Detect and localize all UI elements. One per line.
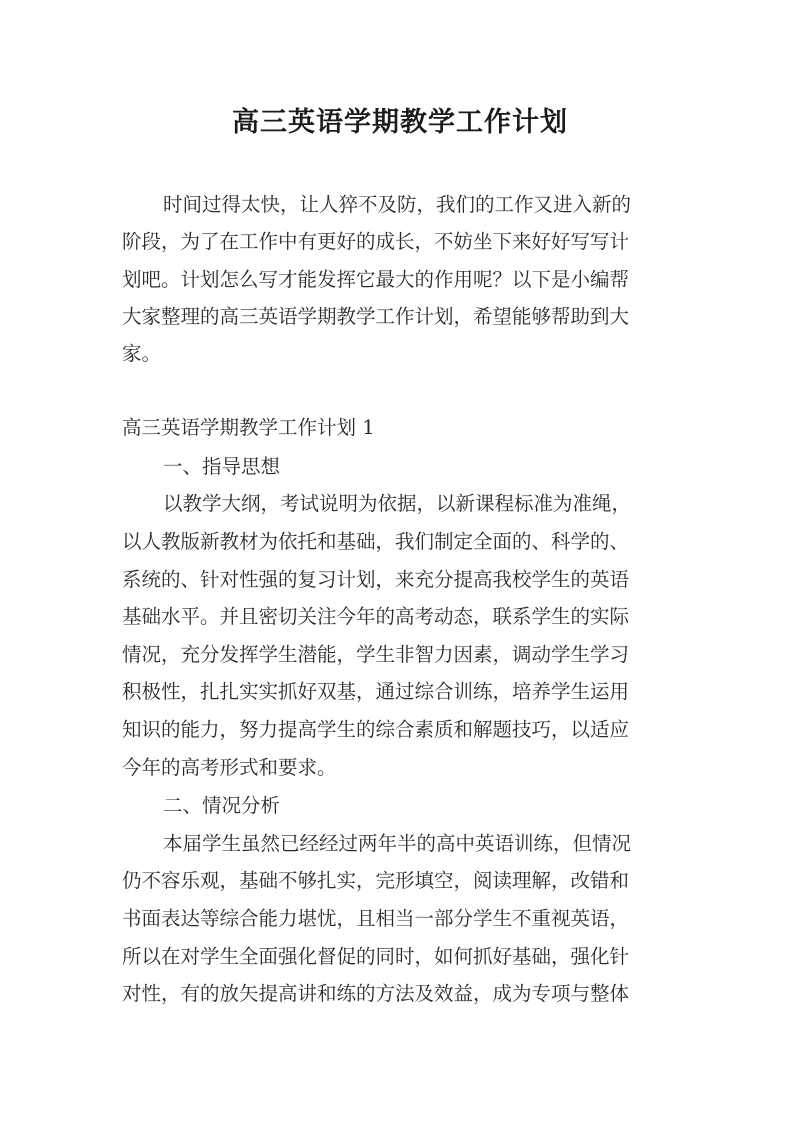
paragraph-line: 知识的能力，努力提高学生的综合素质和解题技巧，以适应 [122,718,630,741]
paragraph-line: 以教学大纲，考试说明为依据，以新课程标准为准绳， [163,492,632,515]
section-title: 高三英语学期教学工作计划 1 [122,416,375,439]
intro-line: 划吧。计划怎么写才能发挥它最大的作用呢？以下是小编帮 [122,268,630,291]
paragraph-line: 以人教版新教材为依托和基础，我们制定全面的、科学的、 [122,530,630,553]
paragraph-line: 基础水平。并且密切关注今年的高考动态，联系学生的实际 [122,605,630,628]
document-title: 高三英语学期教学工作计划 [232,107,568,138]
heading-situation-analysis: 二、情况分析 [163,794,281,817]
paragraph-line: 本届学生虽然已经经过两年半的高中英语训练，但情况 [163,832,632,855]
paragraph-line: 系统的、针对性强的复习计划，来充分提高我校学生的英语 [122,568,630,591]
paragraph-line: 书面表达等综合能力堪忧，且相当一部分学生不重视英语， [122,907,630,930]
paragraph-line: 今年的高考形式和要求。 [122,756,337,779]
intro-line: 大家整理的高三英语学期教学工作计划，希望能够帮助到大 [122,305,630,328]
paragraph-line: 对性，有的放矢提高讲和练的方法及效益，成为专项与整体 [122,982,630,1005]
paragraph-line: 积极性，扎扎实实抓好双基，通过综合训练，培养学生运用 [122,680,630,703]
heading-guiding-ideology: 一、指导思想 [163,455,281,478]
intro-line: 阶段，为了在工作中有更好的成长，不妨坐下来好好写写计 [122,230,630,253]
intro-line: 家。 [122,342,162,365]
intro-line: 时间过得太快，让人猝不及防，我们的工作又进入新的 [163,193,632,216]
paragraph-line: 情况，充分发挥学生潜能，学生非智力因素，调动学生学习 [122,643,630,666]
paragraph-line: 仍不容乐观，基础不够扎实，完形填空，阅读理解，改错和 [122,869,630,892]
paragraph-line: 所以在对学生全面强化督促的同时，如何抓好基础，强化针 [122,945,630,968]
